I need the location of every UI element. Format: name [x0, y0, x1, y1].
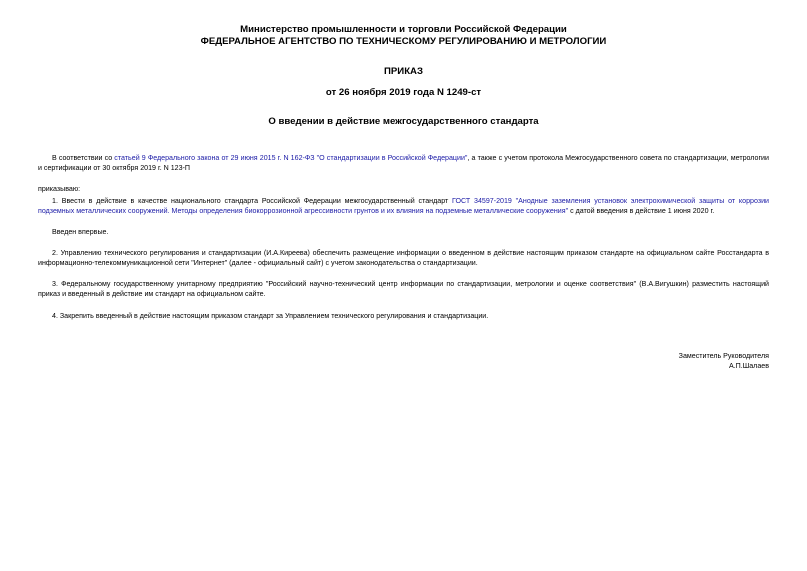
document-header — [38, 24, 769, 48]
introduced-first-note: Введен впервые. — [52, 228, 109, 236]
item-3-paragraph: 3. Федеральному государственному унитарному предприятию "Российский научно-технический центр информации по стандартизации, метрологии и оценке соответствия" (В.А.Вигушкин) разместить настоящий приказ и введенный в действие им стандарт на официальном сайте. — [38, 280, 769, 299]
agency-name: ФЕДЕРАЛЬНОЕ АГЕНТСТВО ПО ТЕХНИЧЕСКОМУ РЕГУЛИРОВАНИЮ И МЕТРОЛОГИИ — [200, 36, 607, 47]
item-1-paragraph — [38, 196, 769, 217]
federal-law-link[interactable]: статьей 9 Федерального закона от 29 июня 2015 г. N 162-ФЗ "О стандартизации в Российской Федерации" — [114, 154, 468, 162]
item-1-text-before: 1. Ввести в действие в качестве национального стандарта Российской Федерации межгосударственный стандарт — [52, 197, 453, 205]
gost-standard-link[interactable]: ГОСТ 34597-2019 "Анодные заземления установок электрохимической защиты от коррозии подземных металлических сооружений. Методы определения биокоррозионной агрессивности грунтов и их влияния на подземные металлические сооружения" — [38, 197, 769, 216]
document-type: ПРИКАЗ — [384, 66, 423, 77]
item-2-paragraph: 2. Управлению технического регулирования и стандартизации (И.А.Киреева) обеспечить размещение информации о введенном в действие настоящим приказом стандарте на официальном сайте Росстандарта в информационно-телекоммуникационной сети "Интернет" (далее - официальный сайт) с учетом законодательства о стандартизации. — [38, 249, 769, 268]
preamble-text-after: , а также с учетом протокола Межгосударственного совета по стандартизации, метрологии и сертификации от 30 октября 2019 г. N 123-П — [38, 154, 769, 173]
signatory-position: Заместитель Руководителя — [678, 352, 769, 360]
order-date-number: от 26 ноября 2019 года N 1249-ст — [325, 87, 482, 98]
signatory-name: А.П.Шалаев — [728, 362, 769, 371]
orders-word: приказываю: — [38, 185, 81, 193]
order-subject: О введении в действие межгосударственного стандарта — [268, 116, 539, 127]
item-4-paragraph: 4. Закрепить введенный в действие настоящим приказом стандарт за Управлением технического регулирования и стандартизации. — [52, 312, 489, 320]
ministry-name: Министерство промышленности и торговли Российской Федерации — [240, 24, 567, 35]
signature-block — [679, 351, 769, 372]
preamble-text-before: В соответствии со — [52, 154, 115, 162]
preamble-paragraph — [38, 153, 769, 174]
item-1-text-after: с датой введения в действие 1 июня 2020 г. — [568, 207, 715, 216]
